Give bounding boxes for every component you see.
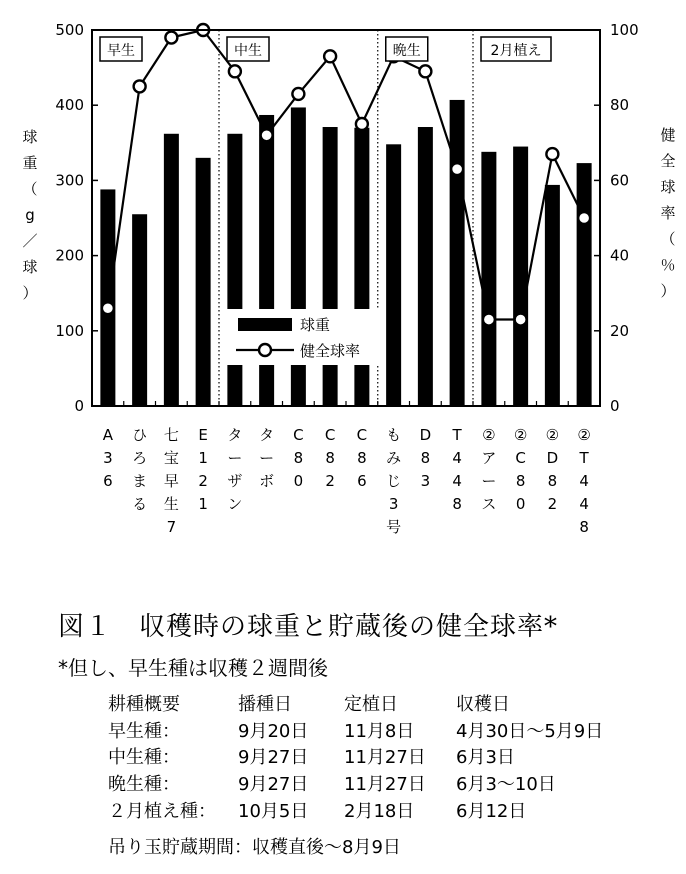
schedule-type: ２月植え種：	[108, 800, 216, 822]
schedule-sowing: 9月20日	[238, 720, 309, 742]
x-label-char: 0	[515, 495, 526, 513]
x-label-char: タ	[227, 426, 243, 444]
bar-15	[545, 185, 560, 406]
x-label-char: ②	[545, 426, 560, 444]
x-label-7	[293, 426, 303, 490]
right-axis-title-char: 球	[660, 178, 676, 196]
x-label-15	[546, 426, 559, 513]
schedule-row-early	[108, 717, 603, 744]
line-point-7	[292, 88, 304, 100]
x-label-char: ひ	[132, 426, 148, 444]
x-axis-labels	[103, 426, 591, 536]
x-label-char: ボ	[259, 472, 275, 490]
x-label-char: ア	[481, 449, 497, 467]
left-tick-label: 200	[55, 246, 84, 265]
figure-note: *但し、早生種は収穫２週間後	[58, 656, 328, 680]
x-label-char: 3	[103, 449, 113, 467]
figure-caption: 図１ 収穫時の球重と貯蔵後の健全球率*	[58, 612, 559, 642]
right-axis-title-char: ）	[660, 282, 676, 300]
left-axis-title	[22, 128, 37, 302]
x-label-10	[386, 426, 401, 536]
x-label-char: D	[546, 449, 559, 467]
right-axis-title-char: 率	[660, 204, 676, 222]
x-label-14	[514, 426, 527, 513]
line-point-5	[229, 65, 241, 77]
x-label-char: 8	[515, 472, 526, 490]
x-label-char: ま	[132, 472, 148, 490]
x-label-char: ー	[227, 449, 243, 467]
bar-11	[418, 127, 433, 406]
schedule-header-sowing: 播種日	[238, 694, 292, 716]
x-label-char: 8	[420, 449, 431, 467]
schedule-header-type: 耕種概要	[108, 694, 180, 716]
x-label-char: ー	[481, 472, 497, 490]
x-label-char: 6	[357, 472, 367, 490]
x-label-char: ろ	[132, 449, 148, 467]
x-label-char: 8	[579, 518, 589, 536]
x-label-char: 3	[388, 495, 399, 513]
x-label-2	[132, 426, 147, 513]
x-label-8	[325, 426, 335, 490]
x-label-6	[259, 426, 274, 490]
x-label-char: 1	[198, 495, 208, 513]
schedule-type: 中生種：	[108, 747, 180, 769]
x-label-char: ザ	[227, 472, 243, 490]
bar-10	[386, 144, 401, 406]
right-axis-title-char: 健	[660, 126, 676, 144]
x-label-char: ②	[577, 426, 591, 444]
line-series-path	[108, 30, 584, 320]
x-label-char: C	[515, 449, 526, 467]
schedule-harvest: 6月3～10日	[456, 774, 556, 796]
line-point-8	[324, 50, 336, 62]
x-label-char: C	[293, 426, 304, 444]
x-label-9	[357, 426, 367, 490]
x-label-char: 0	[293, 472, 304, 490]
line-point-3	[165, 32, 177, 44]
bar-5	[227, 134, 242, 406]
bar-4	[196, 158, 211, 406]
line-point-13	[483, 314, 495, 326]
group-label-4: 2月植え	[490, 43, 542, 59]
x-label-char: 2	[198, 472, 208, 490]
right-axis-title-char: ％	[660, 256, 676, 274]
x-label-char: D	[419, 426, 432, 444]
x-label-char: 早	[163, 472, 179, 490]
x-label-char: 1	[198, 449, 208, 467]
x-label-char: A	[102, 426, 114, 444]
x-label-char: ス	[481, 495, 497, 513]
line-point-11	[419, 65, 431, 77]
x-label-char: 生	[163, 495, 179, 513]
schedule-harvest: 4月30日～5月9日	[456, 720, 604, 742]
right-tick-label: 60	[610, 171, 630, 190]
line-point-6	[261, 129, 273, 141]
x-label-16	[577, 426, 590, 536]
x-label-char: 4	[452, 449, 462, 467]
right-tick-label: 100	[610, 21, 639, 39]
x-label-char: も	[386, 426, 402, 444]
schedule-header-row	[108, 690, 603, 717]
schedule-planting: 11月27日	[344, 774, 426, 796]
x-label-char: ②	[482, 426, 496, 444]
right-axis-title-char: （	[660, 230, 676, 248]
left-axis-title-char: 球	[22, 258, 38, 276]
x-label-char: 6	[103, 472, 113, 490]
line-point-2	[134, 80, 146, 92]
x-label-char: T	[579, 449, 589, 467]
x-label-char: 8	[325, 449, 335, 467]
left-tick-label: 500	[55, 21, 84, 39]
schedule-harvest: 6月3日	[456, 747, 515, 769]
x-label-char: C	[324, 426, 336, 444]
x-label-char: 8	[547, 472, 558, 490]
x-label-13	[481, 426, 496, 513]
x-label-char: 七	[163, 426, 179, 444]
schedule-harvest: 6月12日	[456, 800, 527, 822]
bar-2	[132, 214, 147, 406]
x-label-char: C	[356, 426, 368, 444]
bar-3	[164, 134, 179, 406]
left-axis-title-char: g	[25, 206, 35, 224]
schedule-sowing: 10月5日	[238, 800, 309, 822]
x-label-char: 号	[386, 518, 402, 536]
x-label-4	[198, 426, 208, 513]
bar-13	[481, 152, 496, 406]
group-label-3: 晩生	[392, 43, 421, 59]
bar-14	[513, 147, 528, 406]
right-axis-title-char: 全	[660, 152, 676, 170]
right-axis-title	[660, 126, 675, 300]
x-label-char: じ	[386, 472, 402, 490]
left-tick-label: 100	[55, 321, 84, 340]
schedule-row-february	[108, 796, 603, 823]
x-label-char: 4	[579, 495, 589, 513]
x-label-char: み	[386, 449, 402, 467]
right-tick-label: 40	[610, 246, 630, 265]
x-label-1	[103, 426, 114, 490]
left-axis-title-char: ／	[22, 232, 38, 250]
x-label-12	[452, 426, 463, 513]
right-tick-label: 80	[610, 96, 630, 115]
left-tick-label: 0	[74, 397, 84, 415]
line-point-15	[546, 148, 558, 160]
group-label-1: 早生	[107, 43, 135, 59]
left-axis-title-char: 重	[22, 154, 38, 172]
x-label-char: ②	[513, 426, 528, 444]
right-tick-label: 0	[610, 397, 620, 415]
legend-line-marker	[259, 344, 271, 356]
x-label-char: ー	[259, 449, 275, 467]
line-point-12	[451, 163, 463, 175]
x-label-char: ン	[227, 495, 243, 513]
x-label-char: 2	[325, 472, 335, 490]
x-label-char: T	[452, 426, 462, 444]
x-label-char: 3	[420, 472, 431, 490]
x-label-char: 宝	[163, 449, 179, 467]
bar-16	[577, 163, 592, 406]
storage-period: 吊り玉貯蔵期間：収穫直後～8月9日	[108, 837, 401, 858]
x-label-char: タ	[259, 426, 275, 444]
schedule-sowing: 9月27日	[238, 747, 309, 769]
left-tick-label: 300	[55, 171, 84, 190]
schedule-planting: 11月8日	[344, 720, 415, 742]
schedule-sowing: 9月27日	[238, 774, 309, 796]
left-axis-title-char: （	[22, 180, 38, 198]
x-label-char: 2	[547, 495, 558, 513]
left-tick-label: 400	[55, 96, 84, 115]
x-label-char: 7	[166, 518, 177, 536]
schedule-type: 早生種：	[108, 720, 180, 742]
schedule-type: 晩生種：	[108, 774, 180, 796]
x-label-char: 8	[452, 495, 462, 513]
schedule-row-late	[108, 770, 603, 797]
x-label-11	[420, 426, 432, 490]
x-label-char: 4	[579, 472, 589, 490]
line-point-14	[515, 314, 527, 326]
line-point-16	[578, 212, 590, 224]
line-point-9	[356, 118, 368, 130]
bar-1	[100, 189, 115, 406]
schedule-header-planting: 定植日	[344, 694, 398, 716]
legend-line-label: 健全球率	[300, 342, 361, 360]
legend-bar-label: 球重	[300, 316, 331, 334]
left-axis-title-char: 球	[22, 128, 38, 146]
line-point-1	[102, 302, 114, 314]
x-label-char: 4	[452, 472, 462, 490]
x-label-char: E	[198, 426, 208, 444]
x-label-3	[164, 426, 179, 536]
schedule-header-harvest: 収穫日	[456, 694, 510, 716]
schedule-planting: 11月27日	[344, 747, 426, 769]
x-label-char: 8	[357, 449, 367, 467]
x-label-char: 8	[293, 449, 304, 467]
left-axis-title-char: ）	[22, 284, 38, 302]
cultivation-schedule-table	[108, 690, 603, 823]
schedule-row-mid	[108, 743, 603, 770]
bar-12	[450, 100, 465, 406]
group-label-2: 中生	[234, 43, 262, 59]
schedule-planting: 2月18日	[344, 800, 415, 822]
x-label-5	[227, 426, 242, 513]
legend-bar-swatch	[238, 318, 292, 331]
x-label-char: る	[132, 495, 148, 513]
right-tick-label: 20	[610, 321, 630, 340]
